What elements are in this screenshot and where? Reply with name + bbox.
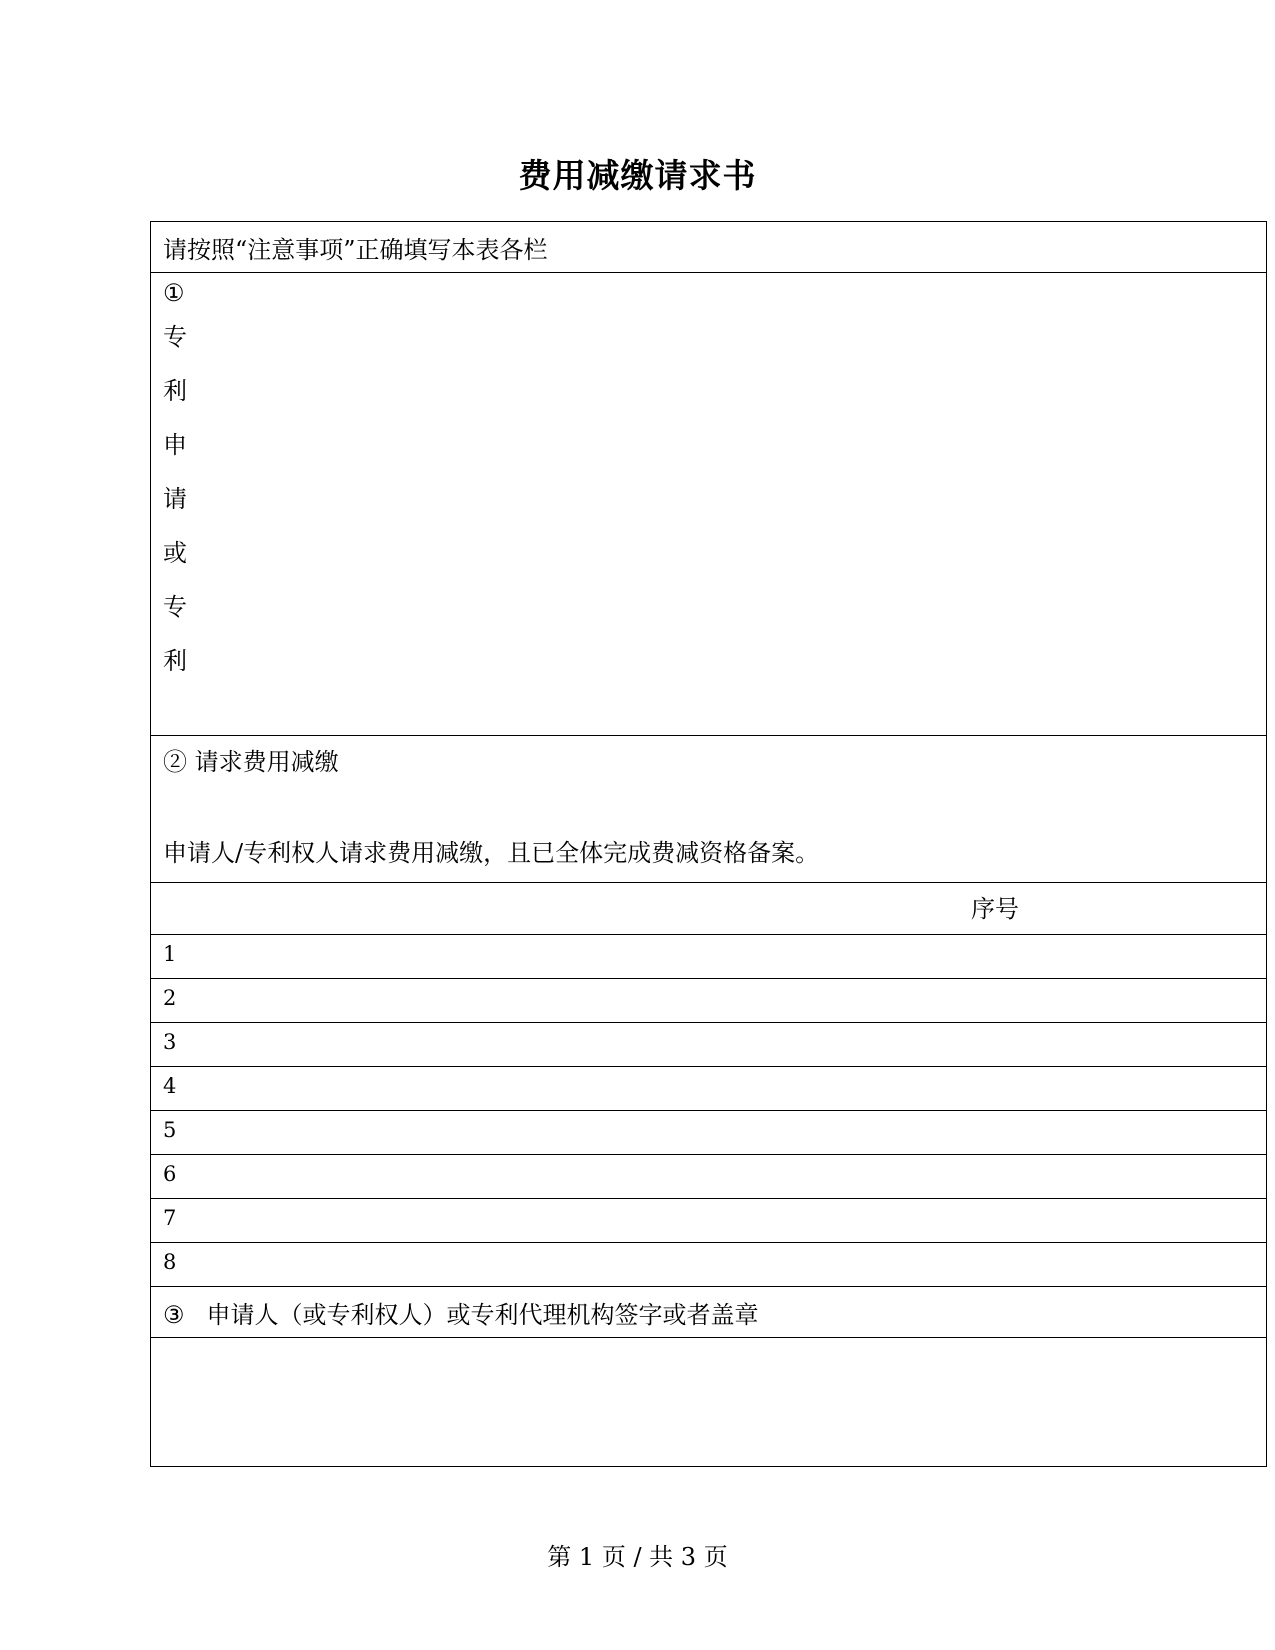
table-row[interactable] (151, 1243, 1266, 1287)
section-2-heading: ② 请求费用减缴 (163, 748, 339, 776)
patent-label-char: 利 (163, 377, 187, 405)
instructions-text: 请按照“注意事项”正确填写本表各栏 (163, 236, 548, 264)
request-statement: 申请人/专利权人请求费用减缴，且已全体完成费减资格备案。 (163, 839, 820, 867)
signature-heading-row (151, 1287, 1266, 1338)
patent-label-char: 申 (163, 431, 187, 459)
row-number: 6 (163, 1162, 177, 1186)
patent-number-field[interactable] (151, 273, 1266, 736)
row-number: 4 (163, 1074, 177, 1098)
table-row[interactable] (151, 1023, 1266, 1067)
signature-area[interactable] (151, 1338, 1266, 1467)
table-row[interactable] (151, 935, 1266, 979)
table-header-row (151, 883, 1266, 935)
instructions-row (151, 222, 1266, 273)
patent-label-char: 请 (163, 485, 187, 513)
patent-label-char: 利 (163, 647, 187, 675)
table-row[interactable] (151, 1067, 1266, 1111)
row-number: 2 (163, 986, 177, 1010)
table-row[interactable] (151, 1155, 1266, 1199)
table-row[interactable] (151, 1111, 1266, 1155)
section-1-number: ① (163, 279, 185, 307)
sequence-column-header: 序号 (971, 895, 1019, 923)
row-number: 1 (163, 942, 177, 966)
table-row[interactable] (151, 979, 1266, 1023)
patent-label-char: 或 (163, 539, 187, 567)
page-footer: 第 1 页 / 共 3 页 (547, 1543, 728, 1571)
patent-label-char: 专 (163, 593, 187, 621)
section-3-heading (163, 1295, 759, 1330)
signature-label: 申请人（或专利权人）或专利代理机构签字或者盖章 (206, 1301, 759, 1329)
document-title: 费用减缴请求书 (518, 156, 757, 195)
row-number: 5 (163, 1118, 177, 1142)
row-number: 7 (163, 1206, 177, 1230)
row-number: 8 (163, 1250, 177, 1274)
patent-label-char: 专 (163, 323, 187, 351)
section-3-number: ③ (163, 1301, 185, 1329)
request-section (151, 736, 1266, 883)
fee-reduction-form (150, 221, 1267, 1467)
patent-label (163, 278, 187, 700)
table-row[interactable] (151, 1199, 1266, 1243)
row-number: 3 (163, 1030, 177, 1054)
